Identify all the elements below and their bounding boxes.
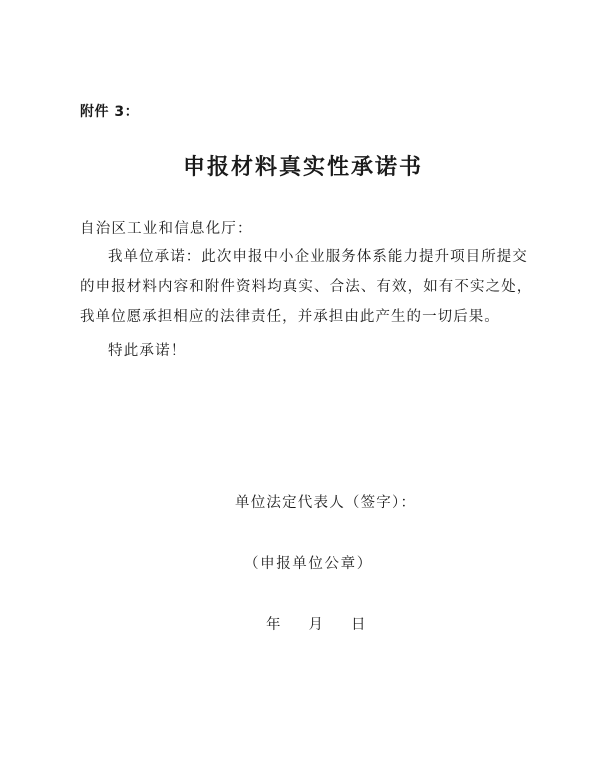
closing-statement: 特此承诺！ [108, 343, 187, 359]
date-day-label: 日 [351, 617, 366, 633]
document-title: 申报材料真实性承诺书 [182, 154, 423, 180]
commitment-line: 我单位愿承担相应的法律责任，并承担由此产生的一切后果。 [80, 309, 500, 325]
legal-representative-signature-label: 单位法定代表人（签字）： [235, 495, 417, 511]
official-seal-note: （申报单位公章） [244, 556, 373, 572]
commitment-line: 的申报材料内容和附件资料均真实、合法、有效，如有不实之处， [80, 279, 533, 295]
date-year-label: 年 [266, 617, 281, 633]
date-month-label: 月 [308, 617, 323, 633]
addressee: 自治区工业和信息化厅： [80, 221, 253, 237]
attachment-label: 附件 3： [80, 104, 140, 120]
date-line [266, 613, 366, 634]
commitment-line: 我单位承诺：此次申报中小企业服务体系能力提升项目所提交 [108, 249, 528, 265]
